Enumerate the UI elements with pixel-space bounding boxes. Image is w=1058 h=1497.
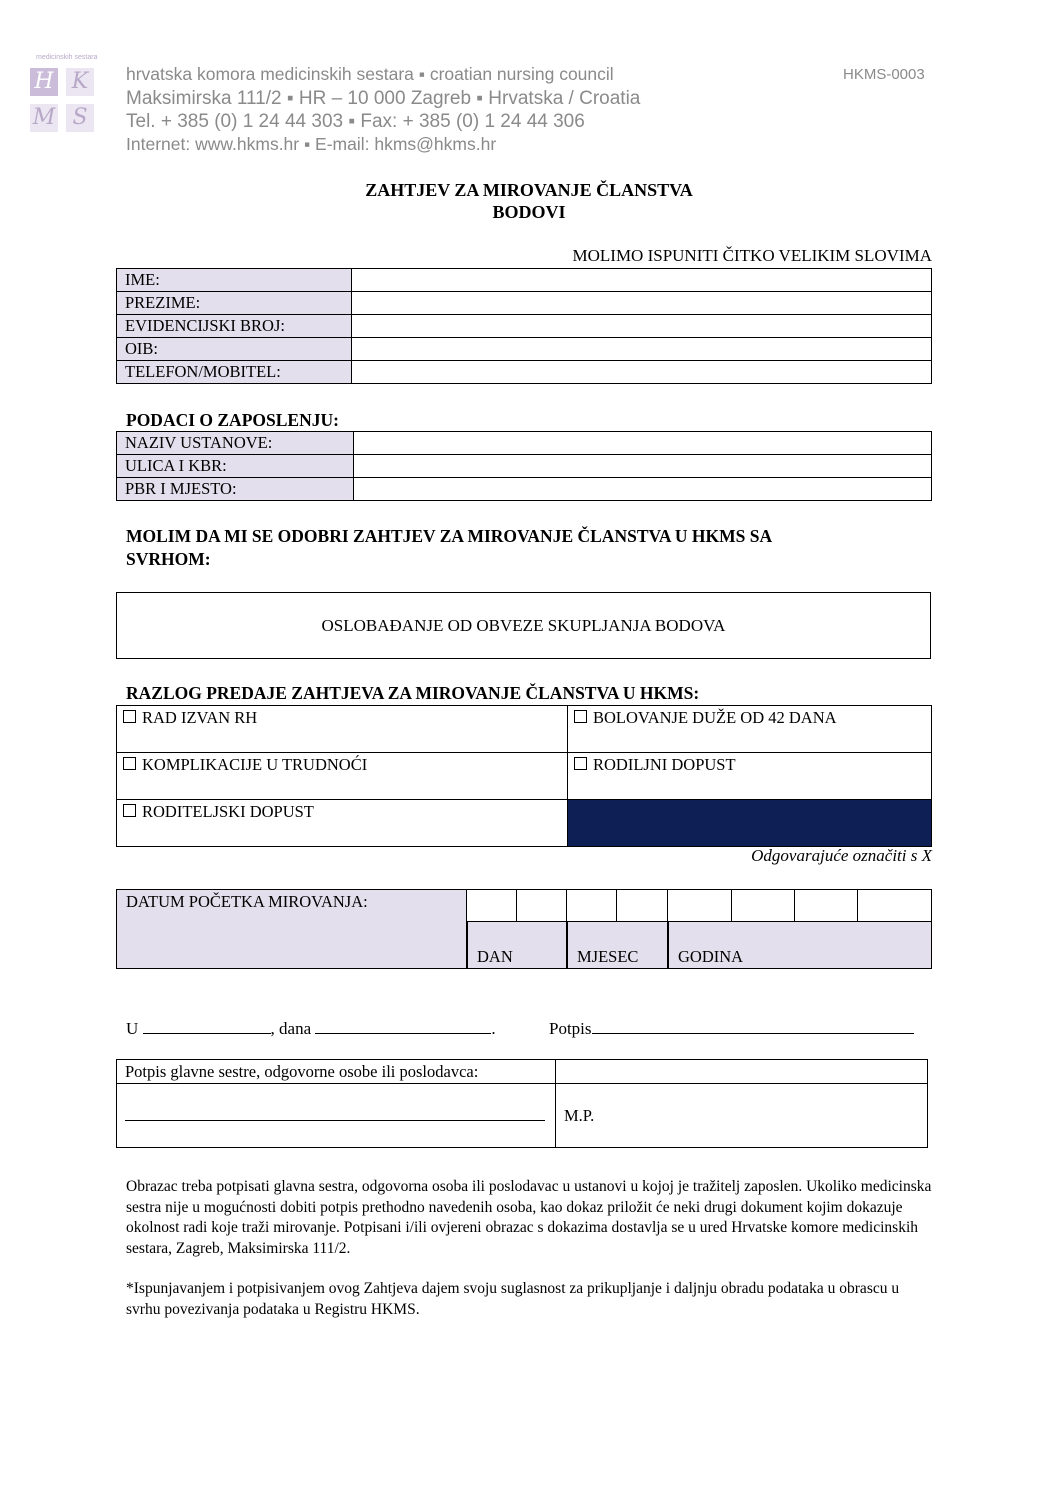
logo-letter-h: H [30,68,58,96]
fill-instruction: MOLIMO ISPUNITI ČITKO VELIKIM SLOVIMA [572,246,932,265]
reason-label: KOMPLIKACIJE U TRUDNOĆI [142,755,368,774]
form-title: ZAHTJEV ZA MIROVANJE ČLANSTVA [365,180,693,200]
field-label-naziv-ustanove: NAZIV USTANOVE: [117,432,354,455]
reason-rodiljni[interactable] [568,753,932,800]
reason-rad-izvan-rh[interactable] [117,706,568,753]
footer-paragraph-1: Obrazac treba potpisati glavna sestra, odgovorna osoba ili poslodavac u ustanovi u kojoj je tražitelj zaposlen. Ukoliko medicinska sestra nije u mogućnosti dobiti potpis prethodno navedenih osoba, kao dokaz priložit će neki drugi dokument kojim dokazuje okolnost radi koje traži mirovanje. Potpisani i/ili ovjereni obrazac s dokazima dostavlja se u ured Hrvatske komore medicinskih sestara, Zagreb, Maksimirska 111/2. [126,1178,932,1257]
field-input-oib[interactable] [352,338,932,361]
mark-instruction: Odgovarajuće označiti s X [751,846,932,865]
date-cell-day-2[interactable] [516,889,567,922]
supervisor-signature-line [125,1120,545,1121]
field-input-telefon[interactable] [352,361,932,384]
date-cell-year-4[interactable] [857,889,932,922]
employment-table [116,431,932,501]
logo-letter-k: K [66,68,94,96]
request-line-1: MOLIM DA MI SE ODOBRI ZAHTJEV ZA MIROVANJE ČLANSTVA U HKMS SA [126,526,773,546]
field-label-telefon: TELEFON/MOBITEL: [117,361,352,384]
stamp-cell: M.P. [556,1084,928,1148]
day-label: DAN [477,947,513,966]
field-input-evidencijski-broj[interactable] [352,315,932,338]
logo-letter-s: S [66,104,94,132]
field-input-naziv-ustanove[interactable] [354,432,932,455]
hkms-logo [22,54,118,146]
employment-heading: PODACI O ZAPOSLENJU: [126,410,339,430]
field-label-ulica: ULICA I KBR: [117,455,354,478]
checkbox-icon[interactable] [123,804,136,817]
reason-label: RODITELJSKI DOPUST [142,802,314,821]
logo-letter-m: M [30,104,58,132]
reason-label: RODILJNI DOPUST [593,755,736,774]
checkbox-icon[interactable] [574,710,587,723]
web-line: Internet: www.hkms.hr ▪ E-mail: hkms@hkms.hr [126,134,497,154]
supervisor-empty-cell [556,1060,928,1084]
applicant-signature [549,1015,914,1039]
field-input-prezime[interactable] [352,292,932,315]
month-label: MJESEC [577,947,639,966]
checkbox-icon[interactable] [123,757,136,770]
purpose-box: OSLOBAĐANJE OD OBVEZE SKUPLJANJA BODOVA [116,592,931,659]
reason-bolovanje[interactable] [568,706,932,753]
personal-data-table [116,268,932,384]
logo-arc-text: medicinskih sestara [36,54,98,61]
date-divider [667,921,669,969]
field-label-oib: OIB: [117,338,352,361]
blocked-cell [568,800,932,847]
reason-label: RAD IZVAN RH [142,708,258,727]
reasons-table [116,705,932,847]
date-cell-year-3[interactable] [794,889,858,922]
org-line: hrvatska komora medicinskih sestara ▪ croatian nursing council [126,64,614,84]
date-divider [566,921,568,969]
field-input-pbr-mjesto[interactable] [354,478,932,501]
reasons-heading: RAZLOG PREDAJE ZAHTJEVA ZA MIROVANJE ČLANSTVA U HKMS: [126,683,700,703]
place-date-line [126,1015,496,1039]
date-cell-month-2[interactable] [616,889,668,922]
year-label: GODINA [678,947,744,966]
address-line: Maksimirska 111/2 ▪ HR – 10 000 Zagreb ▪ Hrvatska / Croatia [126,88,641,109]
place-input[interactable] [143,1015,271,1034]
field-input-ime[interactable] [352,269,932,292]
date-prefix: , dana [270,1019,312,1038]
date-suffix: . [491,1019,496,1038]
field-label-ime: IME: [117,269,352,292]
field-label-pbr-mjesto: PBR I MJESTO: [117,478,354,501]
checkbox-icon[interactable] [574,757,587,770]
field-label-evidencijski-broj: EVIDENCIJSKI BROJ: [117,315,352,338]
signature-input[interactable] [592,1015,914,1034]
footer-paragraph-2: *Ispunjavanjem i potpisivanjem ovog Zahtjeva dajem svoju suglasnost za prikupljanje i daljnju obradu podataka u obrascu u svrhu povezivanja podataka u Registru HKMS. [126,1280,900,1318]
date-input[interactable] [315,1015,491,1034]
supervisor-signature-cell[interactable] [117,1084,556,1148]
date-cell-day-1[interactable] [466,889,517,922]
field-label-prezime: PREZIME: [117,292,352,315]
checkbox-icon[interactable] [123,710,136,723]
date-cell-month-1[interactable] [566,889,617,922]
reason-roditeljski[interactable] [117,800,568,847]
form-subtitle: BODOVI [492,202,566,222]
date-cell-year-2[interactable] [731,889,795,922]
reason-label: BOLOVANJE DUŽE OD 42 DANA [593,708,837,727]
reason-komplikacije[interactable] [117,753,568,800]
phone-line: Tel. + 385 (0) 1 24 44 303 ▪ Fax: + 385 (0) 1 24 44 306 [126,111,585,132]
signature-prefix: Potpis [549,1019,592,1038]
date-cell-year-1[interactable] [667,889,732,922]
place-prefix: U [126,1019,139,1038]
date-divider [466,921,468,969]
form-code: HKMS-0003 [843,66,925,83]
supervisor-label: Potpis glavne sestre, odgovorne osobe ili poslodavca: [117,1060,556,1084]
date-label: DATUM POČETKA MIROVANJA: [126,892,368,911]
field-input-ulica[interactable] [354,455,932,478]
supervisor-signature-table [116,1059,928,1148]
request-line-2: SVRHOM: [126,549,211,569]
